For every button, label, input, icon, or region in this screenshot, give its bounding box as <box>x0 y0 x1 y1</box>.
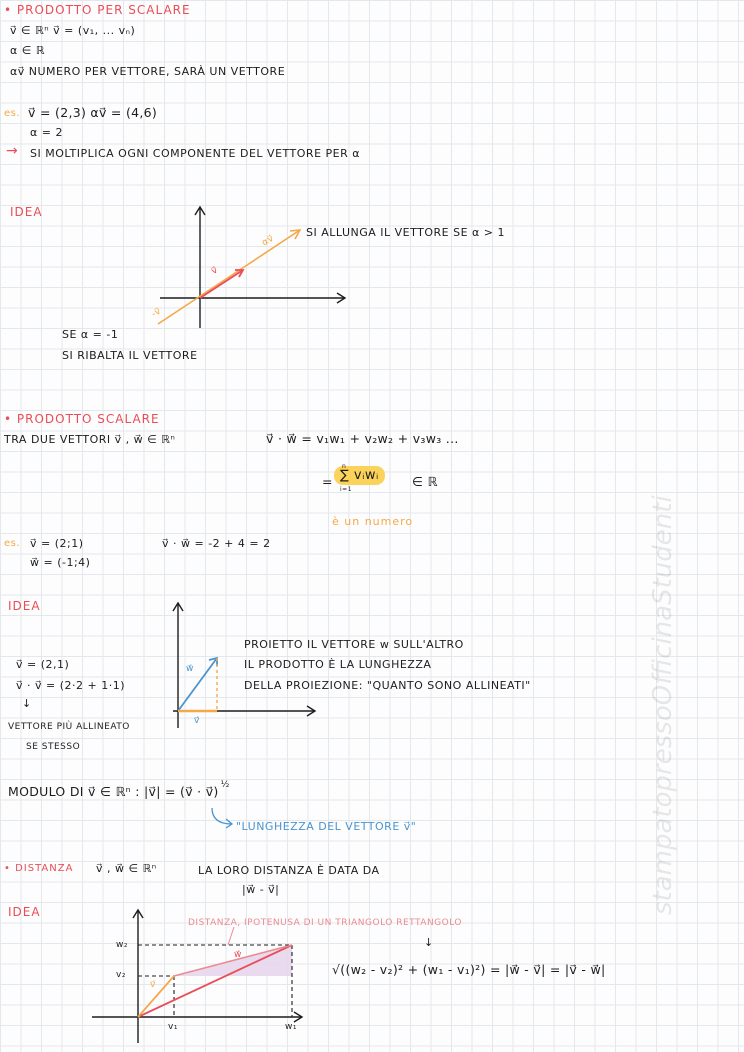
axis-w2: w₂ <box>116 940 128 950</box>
scalar-product-figure <box>150 200 360 330</box>
most-aligned-note: VETTORE PIÙ ALLINEATO <box>8 722 130 732</box>
sum-notation: ∑ vᵢwᵢ i=1 n <box>334 466 385 485</box>
flip-note: SI RIBALTA IL VETTORE <box>62 349 198 362</box>
is-a-number-note: è un numero <box>332 515 414 528</box>
axis-w1: w₁ <box>285 1022 297 1032</box>
example-v: v⃗ = (2;1) <box>30 537 84 550</box>
down-arrow-left: ↓ <box>22 697 32 710</box>
idea-label-3: IDEA <box>8 905 41 919</box>
two-vectors-def: TRA DUE VETTORI v⃗ , w⃗ ∈ ℝⁿ <box>4 433 176 446</box>
alpha-v-label: αv⃗ <box>260 233 276 249</box>
v-example-self: v⃗ = (2,1) <box>16 658 70 671</box>
v-label-distance: v⃗ <box>150 980 156 990</box>
neg-v-label: -v⃗ <box>150 306 164 320</box>
axis-v1: v₁ <box>168 1022 178 1032</box>
section-title-prodotto-per-scalare: • PRODOTTO PER SCALARE <box>4 3 191 17</box>
w-label-distance: w⃗ <box>234 950 242 960</box>
sum-equals: = <box>322 474 333 489</box>
example-vectors: v⃗ = (2,3) αv⃗ = (4,6) <box>28 105 158 120</box>
down-arrow-distance: ↓ <box>424 936 434 949</box>
projection-note-2: IL PRODOTTO È LA LUNGHEZZA <box>244 658 432 671</box>
projection-note-1: PROIETTO IL VETTORE w SULL'ALTRO <box>244 638 464 651</box>
scalar-vector-note: αv⃗ NUMERO PER VETTORE, SARÀ UN VETTORE <box>10 65 286 78</box>
v-dot-v: v⃗ · v⃗ = (2·2 + 1·1) <box>16 679 125 692</box>
example-alpha: α = 2 <box>30 126 63 139</box>
modulus-definition: MODULO DI v⃗ ∈ ℝⁿ : |v⃗| = (v⃗ · v⃗) $^{\frac{1}{2}}$ <box>8 780 230 799</box>
alpha-definition: α ∈ ℝ <box>10 44 46 57</box>
distance-expression: |w⃗ - v⃗| <box>242 883 280 896</box>
section-title-prodotto-scalare: • PRODOTTO SCALARE <box>4 412 160 426</box>
example-dot-result: v⃗ · w⃗ = -2 + 4 = 2 <box>162 537 271 550</box>
modulus-exponent: ½ <box>220 780 230 790</box>
v-label: v⃗ <box>209 265 220 277</box>
modulus-arrow <box>208 806 238 830</box>
vector-definition: v⃗ ∈ ℝⁿ v⃗ = (v₁, ... vₙ) <box>10 24 136 37</box>
flip-condition: SE α = -1 <box>62 328 119 341</box>
v-label-projection: v⃗ <box>194 716 200 726</box>
example-tag-2: es. <box>4 538 21 549</box>
stretch-note: SI ALLUNGA IL VETTORE SE α > 1 <box>306 226 506 239</box>
sum-highlight <box>334 463 385 493</box>
modulus-note: "LUNGHEZZA DEL VETTORE v⃗" <box>236 820 417 833</box>
scalar-rule: SI MOLTIPLICA OGNI COMPONENTE DEL VETTORE PER α <box>30 147 360 160</box>
distance-vectors: v⃗ , w⃗ ∈ ℝⁿ <box>96 862 157 875</box>
distance-formula: √((w₂ - v₂)² + (w₁ - v₁)²) = |w⃗ - v⃗| = |v⃗ - w⃗| <box>332 962 606 977</box>
rule-arrow: → <box>6 143 19 159</box>
section-title-distanza: • DISTANZA <box>4 863 74 874</box>
example-w: w⃗ = (-1;4) <box>30 556 91 569</box>
w-label-projection: w⃗ <box>186 664 194 674</box>
projection-note-3: DELLA PROIEZIONE: "QUANTO SONO ALLINEATI" <box>244 679 531 692</box>
dot-product-formula: v⃗ · w⃗ = v₁w₁ + v₂w₂ + v₃w₃ ... <box>266 431 459 446</box>
axis-v2: v₂ <box>116 970 126 980</box>
hypotenuse-note: DISTANZA, IPOTENUSA DI UN TRIANGOLO RETTANGOLO <box>188 918 463 928</box>
watermark: stampatopressoOfficinaStudenti <box>648 495 678 915</box>
idea-label-2: IDEA <box>8 599 41 613</box>
example-tag: es. <box>4 108 21 119</box>
sum-in-r: ∈ ℝ <box>412 474 438 489</box>
itself-note: SE STESSO <box>26 742 81 752</box>
idea-label-1: IDEA <box>10 205 43 219</box>
distance-def: LA LORO DISTANZA È DATA DA <box>198 864 380 877</box>
